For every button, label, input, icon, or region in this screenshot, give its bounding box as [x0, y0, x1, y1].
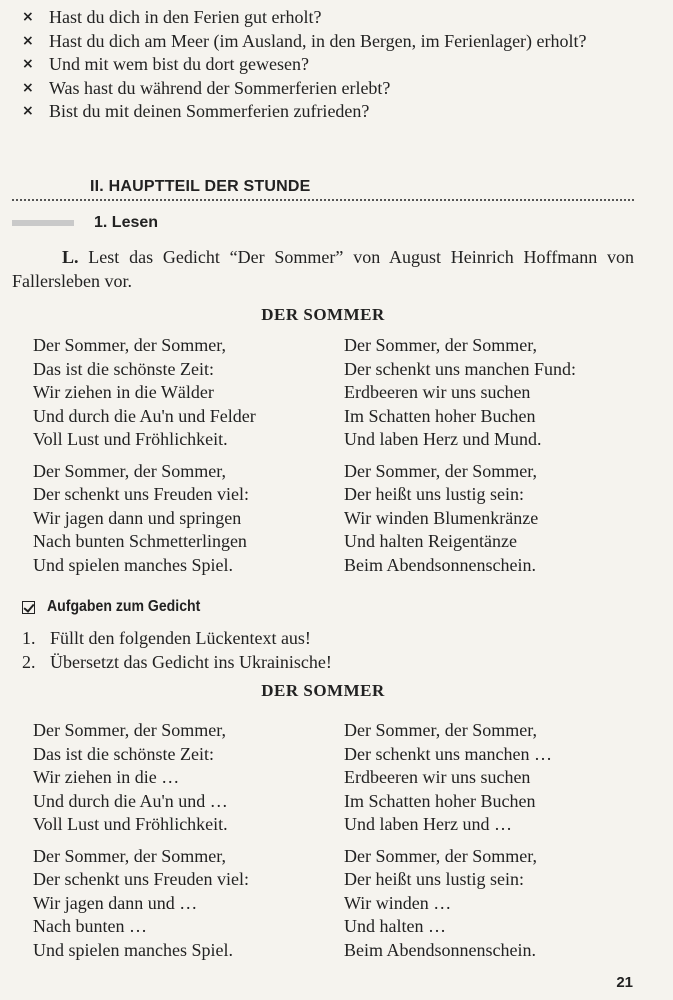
poem-line: Im Schatten hoher Buchen [344, 790, 536, 811]
checkbox-icon [22, 601, 35, 614]
poem-line: Und durch die Au'n und … [33, 790, 228, 811]
heading-bar [12, 220, 74, 226]
poem-line: Der Sommer, der Sommer, [344, 845, 538, 866]
tasks-heading: Aufgaben zum Gedicht [22, 598, 221, 616]
cross-bullet-icon: × [22, 56, 34, 72]
poem-line: Beim Abendsonnenschein. [344, 939, 536, 960]
poem-line: Das ist die schönste Zeit: [33, 743, 214, 764]
poem-line: Der Sommer, der Sommer, [33, 460, 227, 481]
poem-line: Der schenkt uns manchen … [344, 743, 552, 764]
question-item: × Hast du dich in den Ferien gut erholt? [22, 6, 642, 30]
gap-poem-right-column [344, 719, 552, 962]
poem-line: Der heißt uns lustig sein: [344, 869, 524, 889]
question-item: × Bist du mit deinen Sommerferien zufrieden? [22, 100, 642, 124]
poem-line: Und spielen manches Spiel. [33, 554, 233, 575]
poem-line: Im Schatten hoher Buchen [344, 405, 536, 426]
cross-bullet-icon: × [22, 32, 34, 49]
gap-poem-title: DER SOMMER [261, 681, 385, 700]
instruction-text: Lest das Gedicht “Der Sommer” von August Heinrich Hoffmann von Fallersleben vor. [12, 247, 634, 291]
task-list [22, 626, 332, 674]
question-item: × Und mit wem bist du dort gewesen? [22, 53, 642, 77]
poem-line: Der schenkt uns manchen Fund: [344, 358, 576, 379]
poem-line: Erdbeeren wir uns suchen [344, 382, 531, 402]
gap-poem-left-column [33, 719, 249, 962]
poem-line: Der Sommer, der Sommer, [33, 845, 227, 866]
question-item: × Was hast du während der Sommerferien erlebt? [22, 77, 642, 101]
poem-line: Der Sommer, der Sommer, [33, 720, 227, 740]
subsection-heading: 1. Lesen [12, 214, 158, 232]
poem-line: Nach bunten … [33, 916, 147, 936]
poem-line: Und laben Herz und Mund. [344, 429, 542, 449]
poem-line: Der Sommer, der Sommer, [344, 720, 538, 740]
poem-title: DER SOMMER [261, 305, 385, 324]
poem-line: Und halten … [344, 916, 446, 936]
poem-line: Und laben Herz und … [344, 814, 512, 834]
poem-line: Voll Lust und Fröhlichkeit. [33, 429, 228, 449]
poem-line: Wir jagen dann und … [33, 892, 198, 913]
poem-line: Der Sommer, der Sommer, [33, 335, 227, 355]
instruction-label: L. [62, 247, 79, 267]
poem-line: Wir jagen dann und springen [33, 507, 242, 528]
page-number: 21 [616, 974, 633, 991]
poem-line: Der schenkt uns Freuden viel: [33, 869, 249, 889]
cross-bullet-icon: × [22, 103, 34, 119]
cross-bullet-icon: × [22, 79, 34, 96]
poem-left-column [33, 334, 256, 577]
poem-line: Der heißt uns lustig sein: [344, 484, 524, 504]
question-list [22, 6, 642, 124]
poem-line: Voll Lust und Fröhlichkeit. [33, 814, 228, 834]
poem-line: Der Sommer, der Sommer, [344, 335, 538, 355]
poem-line: Nach bunten Schmetterlingen [33, 531, 247, 551]
poem-line: Das ist die schönste Zeit: [33, 358, 214, 379]
poem-line: Wir winden … [344, 892, 452, 913]
section-heading: II. HAUPTTEIL DER STUNDE [12, 178, 634, 201]
poem-line: Der schenkt uns Freuden viel: [33, 484, 249, 504]
poem-line: Beim Abendsonnenschein. [344, 554, 536, 575]
question-item: × Hast du dich am Meer (im Ausland, in den Bergen, im Ferienlager) erholt? [22, 30, 642, 54]
poem-line: Erdbeeren wir uns suchen [344, 767, 531, 787]
poem-line: Der Sommer, der Sommer, [344, 460, 538, 481]
poem-line: Und durch die Au'n und Felder [33, 405, 256, 426]
poem-line: Und halten Reigentänze [344, 531, 517, 551]
poem-line: Wir winden Blumenkränze [344, 507, 539, 528]
task-item: 1. Füllt den folgenden Lückentext aus! [22, 628, 311, 648]
poem-line: Und spielen manches Spiel. [33, 939, 233, 960]
reading-instruction [12, 246, 634, 293]
poem-line: Wir ziehen in die … [33, 767, 180, 787]
cross-bullet-icon: × [22, 9, 34, 25]
poem-right-column [344, 334, 576, 577]
task-item: 2. Übersetzt das Gedicht ins Ukrainische! [22, 652, 332, 672]
poem-line: Wir ziehen in die Wälder [33, 382, 214, 402]
